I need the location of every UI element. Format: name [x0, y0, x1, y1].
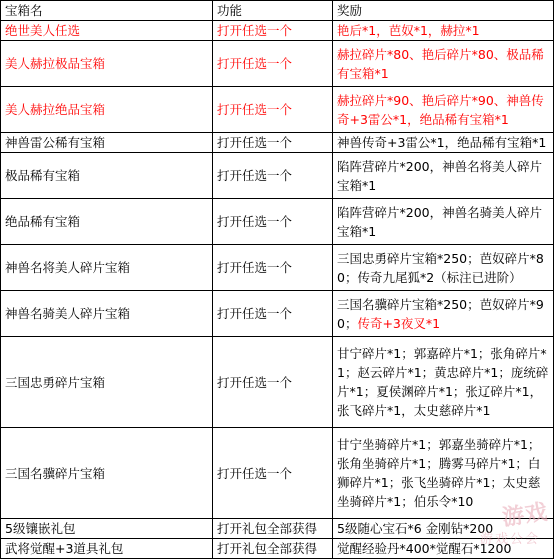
- row-reward: 觉醒经验丹*400*觉醒石*1200: [333, 539, 554, 559]
- row-function: 打开任选一个: [213, 199, 333, 245]
- row-function: 打开任选一个: [213, 245, 333, 291]
- header-function: 功能: [213, 1, 333, 21]
- row-name: 武将觉醒+3道具礼包: [1, 539, 213, 559]
- row-reward: 艳后*1，芭奴*1，赫拉*1: [333, 21, 554, 41]
- row-name: 美人赫拉极品宝箱: [1, 41, 213, 87]
- header-reward: 奖励: [333, 1, 554, 21]
- table-header-row: [1, 1, 554, 21]
- row-name: 神兽名将美人碎片宝箱: [1, 245, 213, 291]
- row-reward: 三国忠勇碎片宝箱*250；芭奴碎片*80；传奇九尾狐*2（标注已进阶）: [333, 245, 554, 291]
- table-row: [1, 519, 554, 539]
- table-row: [1, 291, 554, 337]
- row-reward: 甘宁碎片*1；郭嘉碎片*1；张角碎片*1；赵云碎片*1；黄忠碎片*1；庞统碎片*1；夏侯渊碎片*1；张辽碎片*1，张飞碎片*1，太史慈碎片*1: [333, 337, 554, 428]
- table-row: [1, 245, 554, 291]
- row-name: 三国忠勇碎片宝箱: [1, 337, 213, 428]
- row-function: 打开任选一个: [213, 41, 333, 87]
- table-row: [1, 21, 554, 41]
- row-function: 打开任选一个: [213, 87, 333, 133]
- row-function: 打开任选一个: [213, 133, 333, 153]
- row-reward: 陷阵营碎片*200，神兽名骑美人碎片宝箱*1: [333, 199, 554, 245]
- watermark-text: 游戏: [500, 499, 550, 532]
- row-function: 打开任选一个: [213, 21, 333, 41]
- table-row: [1, 153, 554, 199]
- row-reward: 赫拉碎片*80、艳后碎片*80、极品稀有宝箱*1: [333, 41, 554, 87]
- table-row: [1, 87, 554, 133]
- table-row: [1, 428, 554, 519]
- row-name: 美人赫拉绝品宝箱: [1, 87, 213, 133]
- row-function: 打开任选一个: [213, 153, 333, 199]
- row-name: 神兽雷公稀有宝箱: [1, 133, 213, 153]
- watermark-subtext: 游戏公会: [479, 532, 540, 547]
- table-row: [1, 133, 554, 153]
- row-function: 打开礼包全部获得: [213, 519, 333, 539]
- row-name: 绝世美人任选: [1, 21, 213, 41]
- row-reward: [333, 291, 554, 337]
- row-reward: 甘宁坐骑碎片*1；郭嘉坐骑碎片*1；张角坐骑碎片*1；腾雾马碎片*1；白狮碎片*1；张飞坐骑碎片*1；太史慈坐骑碎片*1；伯乐令*10: [333, 428, 554, 519]
- row-name: 绝品稀有宝箱: [1, 199, 213, 245]
- header-name: 宝箱名: [1, 1, 213, 21]
- table-row: [1, 539, 554, 559]
- row-function: 打开礼包全部获得: [213, 539, 333, 559]
- row-reward: 赫拉碎片*90、艳后碎片*90、神兽传奇+3雷公*1，绝品稀有宝箱*1: [333, 87, 554, 133]
- row-function: 打开任选一个: [213, 291, 333, 337]
- row-name: 5级镶嵌礼包: [1, 519, 213, 539]
- table-row: [1, 199, 554, 245]
- table-row: [1, 41, 554, 87]
- row-function: 打开任选一个: [213, 337, 333, 428]
- row-name: 神兽名骑美人碎片宝箱: [1, 291, 213, 337]
- row-reward: 神兽传奇+3雷公*1，绝品稀有宝箱*1: [333, 133, 554, 153]
- table-body: [1, 21, 554, 559]
- row-name: 三国名骥碎片宝箱: [1, 428, 213, 519]
- table-row: [1, 337, 554, 428]
- row-function: 打开任选一个: [213, 428, 333, 519]
- row-reward: 陷阵营碎片*200，神兽名将美人碎片宝箱*1: [333, 153, 554, 199]
- reward-highlight-text: 传奇+3夜叉*1: [357, 315, 441, 331]
- row-reward: 5级随心宝石*6 金刚钻*200: [333, 519, 554, 539]
- reward-text: 三国名骥碎片宝箱*250；芭奴碎片*90；: [337, 296, 544, 331]
- row-name: 极品稀有宝箱: [1, 153, 213, 199]
